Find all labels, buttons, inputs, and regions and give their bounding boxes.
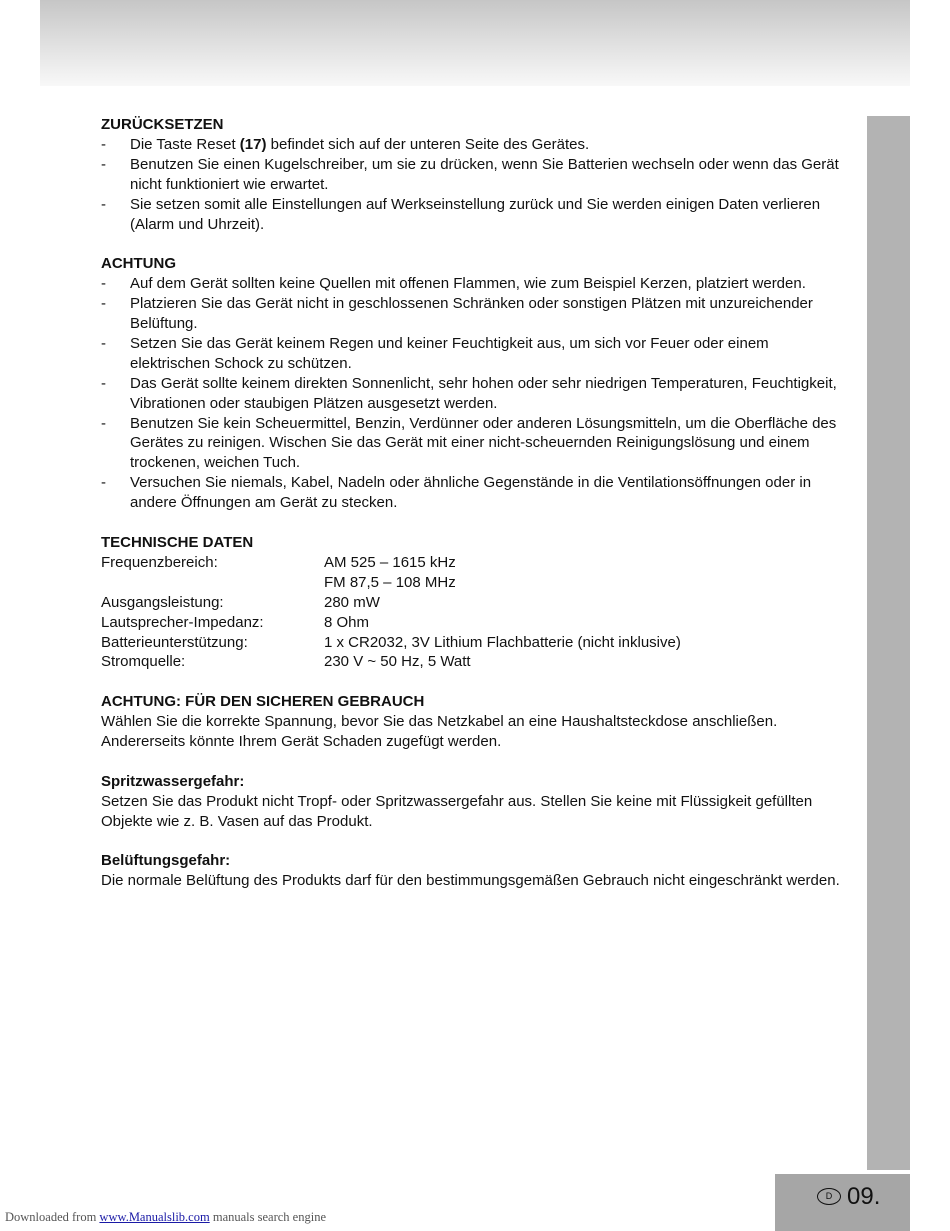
reset-section <box>101 115 841 234</box>
list-item: - Benutzen Sie einen Kugelschreiber, um sie zu drücken, wenn Sie Batterien wechseln oder wenn das Gerät nicht funktioniert wie erwartet. <box>101 155 839 193</box>
page-number-box <box>775 1174 910 1231</box>
list-item: - Benutzen Sie kein Scheuermittel, Benzin, Verdünner oder anderen Lösungsmitteln, um die Oberfläche des Gerätes zu reinigen. Wischen Sie das Gerät mit einer nicht-scheuernden Reinigungslösung und einem trockenen, weichen Tuch. <box>101 414 837 472</box>
spec-label: Lautsprecher-Impedanz: <box>101 613 264 631</box>
source-footer <box>5 1210 326 1225</box>
list-item: - Platzieren Sie das Gerät nicht in geschlossenen Schränken oder sonstigen Plätzen mit unzureichender Belüftung. <box>101 295 813 333</box>
splash-section <box>101 772 841 832</box>
caution-section <box>101 254 841 513</box>
ventilation-text: Die normale Belüftung des Produkts darf für den bestimmungsgemäßen Gebrauch nicht eingeschränkt werden. <box>101 872 840 890</box>
spec-label: Frequenzbereich: <box>101 553 218 571</box>
list-item: - Die Taste Reset (17) befindet sich auf der unteren Seite des Gerätes. <box>101 135 590 153</box>
source-suffix: manuals search engine <box>209 1210 326 1224</box>
side-margin-bar <box>867 116 910 1170</box>
safe-use-section <box>101 692 841 752</box>
spec-value: 8 Ohm <box>324 613 370 631</box>
caution-heading: ACHTUNG <box>101 255 176 273</box>
spec-value: 1 x CR2032, 3V Lithium Flachbatterie (nicht inklusive) <box>324 633 681 651</box>
spec-row <box>101 573 841 593</box>
safe-use-text: Wählen Sie die korrekte Spannung, bevor Sie das Netzkabel an eine Haushaltsteckdose anschließen. Andererseits könnte Ihrem Gerät Schaden zugefügt werden. <box>101 713 778 751</box>
ventilation-section <box>101 851 841 891</box>
source-link[interactable]: www.Manualslib.com <box>99 1210 210 1224</box>
page-number: 09. <box>847 1183 881 1210</box>
spec-row <box>101 633 841 653</box>
spec-row <box>101 652 841 672</box>
reset-heading: ZURÜCKSETZEN <box>101 116 224 133</box>
splash-heading: Spritzwassergefahr: <box>101 772 245 790</box>
source-prefix: Downloaded from <box>5 1210 100 1224</box>
spec-row <box>101 593 841 613</box>
spec-value: FM 87,5 – 108 MHz <box>324 573 456 591</box>
list-item: - Setzen Sie das Gerät keinem Regen und keiner Feuchtigkeit aus, um sich vor Feuer oder einem elektrischen Schock zu schützen. <box>101 334 769 372</box>
list-item: - Das Gerät sollte keinem direkten Sonnenlicht, sehr hohen oder sehr niedrigen Temperaturen, Feuchtigkeit, Vibrationen oder staubigen Plätzen ausgesetzt werden. <box>101 374 837 412</box>
spec-label: Stromquelle: <box>101 653 186 671</box>
region-badge: D <box>817 1188 841 1205</box>
list-item: - Auf dem Gerät sollten keine Quellen mit offenen Flammen, wie zum Beispiel Kerzen, platziert werden. <box>101 275 806 293</box>
splash-text: Setzen Sie das Produkt nicht Tropf- oder Spritzwassergefahr aus. Stellen Sie keine mit Flüssigkeit gefüllten Objekte wie z. B. Vasen auf das Produkt. <box>101 792 813 830</box>
ventilation-heading: Belüftungsgefahr: <box>101 852 231 870</box>
safe-use-heading: ACHTUNG: FÜR DEN SICHEREN GEBRAUCH <box>101 693 425 711</box>
spec-value: 280 mW <box>324 593 380 611</box>
spec-value: 230 V ~ 50 Hz, 5 Watt <box>324 653 471 671</box>
list-item: - Sie setzen somit alle Einstellungen auf Werkseinstellung zurück und Sie werden einigen Daten verlieren (Alarm und Uhrzeit). <box>101 195 821 233</box>
spec-row <box>101 613 841 633</box>
spec-value: AM 525 – 1615 kHz <box>324 553 456 571</box>
reset-list <box>101 135 841 235</box>
list-item: - Versuchen Sie niemals, Kabel, Nadeln oder ähnliche Gegenstände in die Ventilationsöffnungen oder in andere Öffnungen am Gerät zu stecken. <box>101 474 812 512</box>
spec-label: Batterieunterstützung: <box>101 633 248 651</box>
header-gradient-band <box>40 0 910 86</box>
spec-row <box>101 553 841 573</box>
spec-label: Ausgangsleistung: <box>101 593 224 611</box>
specs-section <box>101 533 841 672</box>
document-body <box>101 115 841 911</box>
caution-list <box>101 274 841 513</box>
specs-heading: TECHNISCHE DATEN <box>101 534 254 551</box>
spec-label <box>101 573 324 593</box>
